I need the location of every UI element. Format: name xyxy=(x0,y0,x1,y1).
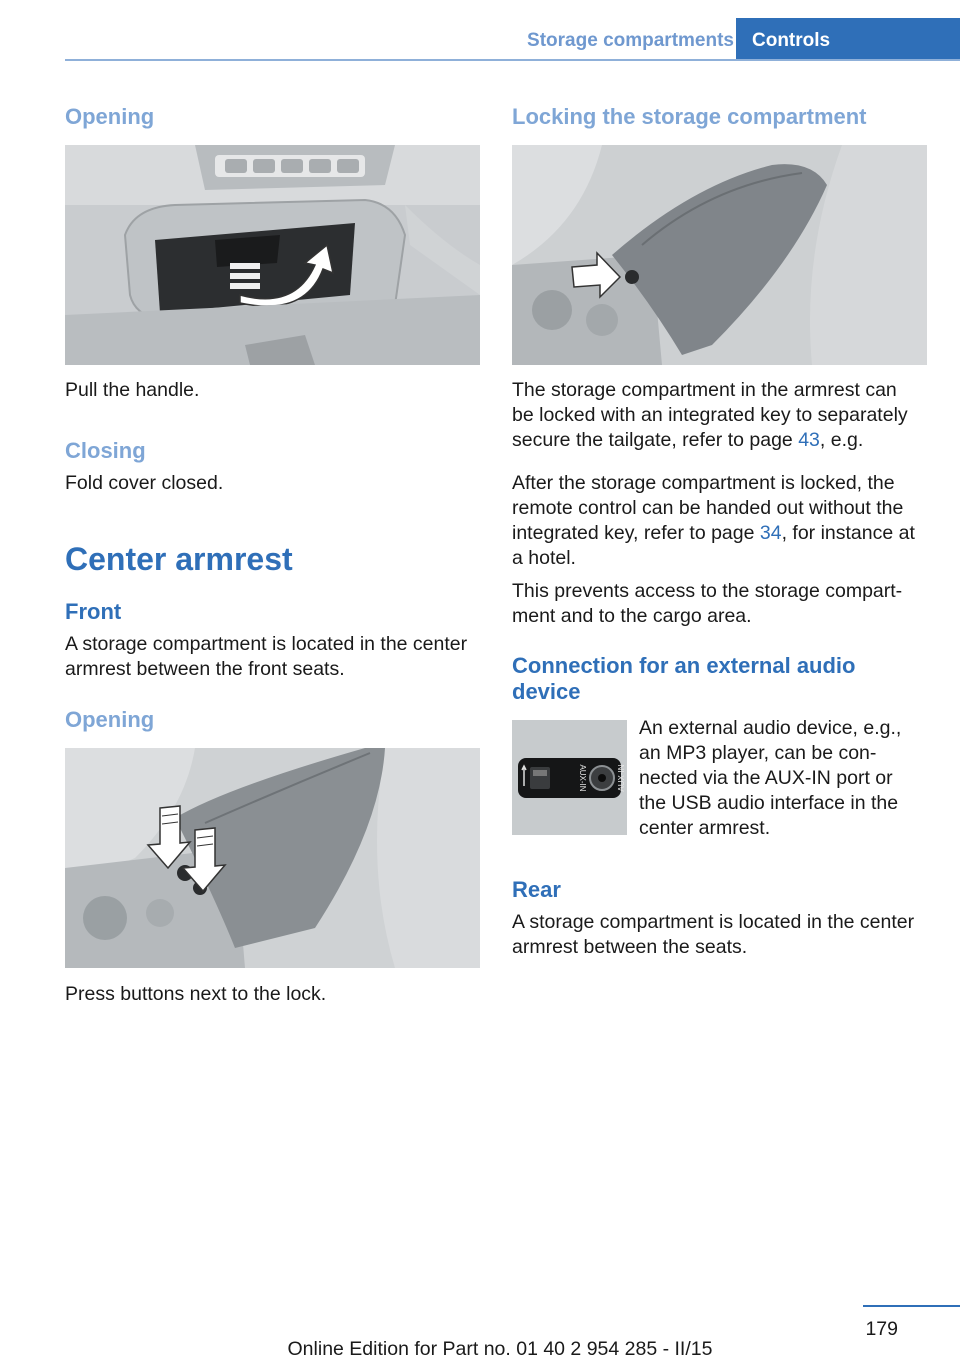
edition-line: Online Edition for Part no. 01 40 2 954 285 - II/15 xyxy=(287,1338,713,1360)
opening-heading: Opening xyxy=(65,104,155,129)
closing-text: Fold cover closed. xyxy=(65,472,224,494)
locking-p1-line-3 xyxy=(512,428,863,453)
connection-text-line-2: an MP3 player, can be con‐ xyxy=(639,742,877,764)
locking-p1-line-2: be locked with an integrated key to separately xyxy=(512,404,908,426)
locking-heading: Locking the storage compartment xyxy=(512,104,867,129)
locking-p3-line-2: ment and to the cargo area. xyxy=(512,605,752,627)
front-text-line-1: A storage compartment is located in the center xyxy=(65,633,468,655)
header-chapter-tab: Controls xyxy=(736,18,960,61)
rear-text-line-2: armrest between the seats. xyxy=(512,936,748,958)
aux-usb-port-figure xyxy=(512,720,627,835)
connection-text-line-4: the USB audio interface in the xyxy=(639,792,899,814)
opening2-heading: Opening xyxy=(65,707,155,732)
connection-heading-line-2: device xyxy=(512,679,581,704)
locking-p3-line-1: This prevents access to the storage compart‐ xyxy=(512,580,903,602)
opening2-caption: Press buttons next to the lock. xyxy=(65,983,327,1005)
locking-p2-line-2: remote control can be handed out without the xyxy=(512,497,904,519)
locking-p1-line-1: The storage compartment in the armrest can xyxy=(512,379,897,401)
rear-heading: Rear xyxy=(512,877,561,902)
front-heading: Front xyxy=(65,599,122,624)
locking-p2-text-b: , for instance at xyxy=(781,522,915,544)
page-link-34[interactable]: 34 xyxy=(759,522,782,544)
rear-text-line-1: A storage compartment is located in the center xyxy=(512,911,915,933)
locking-p2-line-1: After the storage compartment is locked, the xyxy=(512,472,895,494)
opening-caption: Pull the handle. xyxy=(65,379,200,401)
center-armrest-heading: Center armrest xyxy=(65,541,293,577)
aux-in-label: AUX-IN xyxy=(578,764,587,792)
connection-text-line-1: An external audio device, e.g., xyxy=(639,717,902,739)
connection-text-line-5: center armrest. xyxy=(639,817,771,839)
locking-p2-line-3 xyxy=(512,521,915,546)
connection-heading-line-1: Connection for an external audio xyxy=(512,653,856,678)
page-link-43[interactable]: 43 xyxy=(798,429,820,451)
locking-p1-text-a: secure the tailgate, refer to page xyxy=(512,429,799,451)
armrest-lock-figure xyxy=(512,145,927,365)
locking-p2-line-4: a hotel. xyxy=(512,547,576,569)
glovebox-figure xyxy=(65,145,480,365)
closing-heading: Closing xyxy=(65,438,146,463)
page-number: 179 xyxy=(865,1318,898,1340)
locking-p2-text-a: integrated key, refer to page xyxy=(512,522,760,544)
header-rule xyxy=(65,59,960,61)
header-section-title: Storage compartments xyxy=(527,30,734,51)
locking-p1-text-b: , e.g. xyxy=(819,429,864,451)
page-header xyxy=(65,0,960,62)
aux-in-label-mirror: AUX-IN xyxy=(617,764,626,792)
footer-rule xyxy=(863,1305,960,1307)
armrest-buttons-figure xyxy=(65,748,480,968)
connection-text-line-3: nected via the AUX-IN port or xyxy=(639,767,893,789)
front-text-line-2: armrest between the front seats. xyxy=(65,658,345,680)
